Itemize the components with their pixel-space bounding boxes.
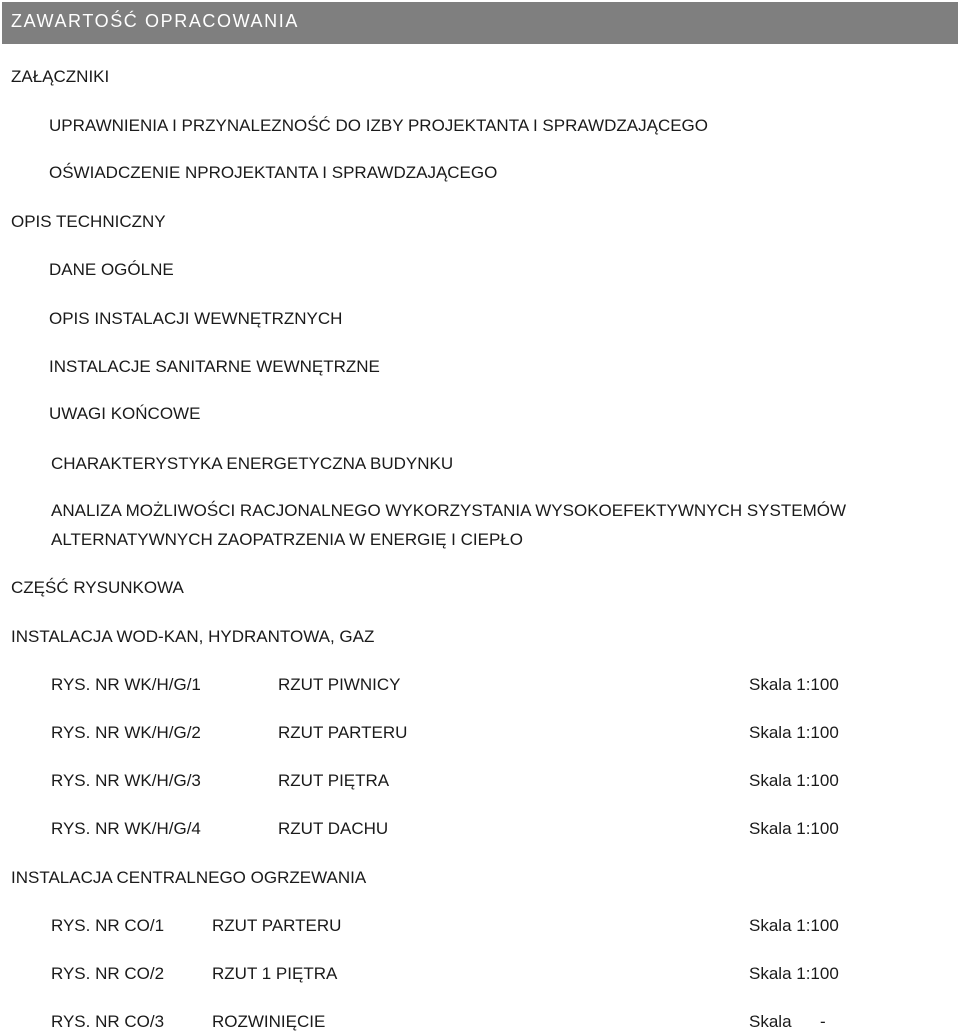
drawing-scale: Skala <box>749 1012 792 1031</box>
drawing-number: RYS. NR WK/H/G/3 <box>51 771 201 790</box>
drawing-scale: Skala 1:100 <box>749 771 839 790</box>
section-heading-drawings: CZĘŚĆ RYSUNKOWA <box>11 578 184 597</box>
drawing-scale: Skala 1:100 <box>749 723 839 742</box>
section-heading-technical: OPIS TECHNICZNY <box>11 212 166 231</box>
drawing-title: RZUT PIĘTRA <box>278 771 390 790</box>
drawing-title: ROZWINIĘCIE <box>212 1012 326 1031</box>
page-header <box>2 2 958 44</box>
drawing-scale-value: - <box>820 1012 826 1031</box>
drawing-title: RZUT 1 PIĘTRA <box>212 964 338 983</box>
drawing-scale: Skala 1:100 <box>749 964 839 983</box>
technical-item: DANE OGÓLNE <box>49 260 174 279</box>
technical-item: ANALIZA MOŻLIWOŚCI RACJONALNEGO WYKORZYSTANIA WYSOKOEFEKTYWNYCH SYSTEMÓW ALTERNATYWNYCH ZAOPATRZENIA W ENERGIĘ I CIEPŁO <box>51 501 846 549</box>
drawing-title: RZUT PARTERU <box>278 723 408 742</box>
drawing-number: RYS. NR CO/2 <box>51 964 165 983</box>
technical-item: INSTALACJE SANITARNE WEWNĘTRZNE <box>49 357 380 376</box>
subsection-heading-co: INSTALACJA CENTRALNEGO OGRZEWANIA <box>11 868 367 887</box>
drawing-number: RYS. NR CO/3 <box>51 1012 165 1031</box>
drawing-title: RZUT PARTERU <box>212 916 342 935</box>
drawing-title: RZUT DACHU <box>278 819 389 838</box>
attachment-item: UPRAWNIENIA I PRZYNALEZNOŚĆ DO IZBY PROJEKTANTA I SPRAWDZAJĄCEGO <box>49 116 709 135</box>
drawing-scale: Skala 1:100 <box>749 819 839 838</box>
technical-item: OPIS INSTALACJI WEWNĘTRZNYCH <box>49 309 343 328</box>
drawing-number: RYS. NR CO/1 <box>51 916 165 935</box>
drawing-number: RYS. NR WK/H/G/2 <box>51 723 201 742</box>
drawing-scale: Skala 1:100 <box>749 675 839 694</box>
attachment-item: OŚWIADCZENIE NPROJEKTANTA I SPRAWDZAJĄCEGO <box>49 163 498 182</box>
subsection-heading-wodkan: INSTALACJA WOD-KAN, HYDRANTOWA, GAZ <box>11 627 375 646</box>
page-title: ZAWARTOŚĆ OPRACOWANIA <box>11 11 299 31</box>
drawing-number: RYS. NR WK/H/G/4 <box>51 819 201 838</box>
technical-item: CHARAKTERYSTYKA ENERGETYCZNA BUDYNKU <box>51 454 454 473</box>
drawing-number: RYS. NR WK/H/G/1 <box>51 675 201 694</box>
drawing-scale: Skala 1:100 <box>749 916 839 935</box>
technical-item: UWAGI KOŃCOWE <box>49 404 201 423</box>
drawing-title: RZUT PIWNICY <box>278 675 401 694</box>
section-heading-attachments: ZAŁĄCZNIKI <box>11 67 110 86</box>
